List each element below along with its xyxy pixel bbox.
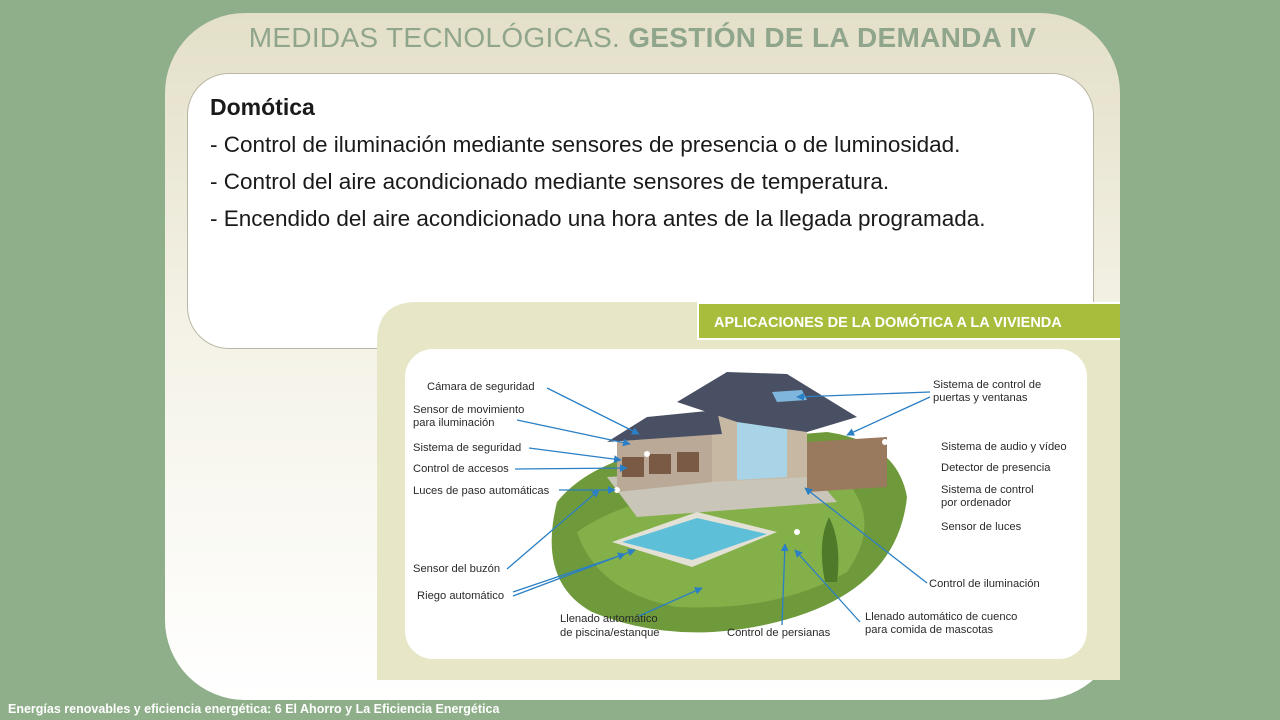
label-camara: Cámara de seguridad xyxy=(427,381,535,393)
label-sensor-buzon: Sensor del buzón xyxy=(413,563,501,575)
bullet-3: - Encendido del aire acondicionado una hora antes de la llegada programada. xyxy=(210,206,986,231)
label-sist-puertas-2: puertas y ventanas xyxy=(933,392,1028,404)
label-llenado-cuenco-1: Llenado automático de cuenco xyxy=(865,611,1018,623)
domotica-illustration xyxy=(377,292,1120,680)
figure-title: APLICACIONES DE LA DOMÓTICA A LA VIVIENDA xyxy=(714,315,1062,331)
label-llenado-piscina-2: de piscina/estanque xyxy=(560,627,660,639)
title-normal: MEDIDAS TECNOLÓGICAS. xyxy=(248,22,629,53)
label-sist-puertas-1: Sistema de control de xyxy=(933,379,1042,391)
title-bold: GESTIÓN DE LA DEMANDA IV xyxy=(628,22,1037,53)
bullet-1: - Control de iluminación mediante sensores de presencia o de luminosidad. xyxy=(210,132,961,157)
label-llenado-piscina-1: Llenado automático xyxy=(560,613,658,625)
label-sensor-luces: Sensor de luces xyxy=(941,521,1022,533)
label-audio-video: Sistema de audio y vídeo xyxy=(941,441,1067,453)
domotica-figure xyxy=(377,292,1120,680)
label-sist-ord-2: por ordenador xyxy=(941,497,1012,509)
slide-title xyxy=(165,22,1120,54)
label-luces-paso: Luces de paso automáticas xyxy=(413,485,550,497)
label-control-persianas: Control de persianas xyxy=(727,627,831,639)
label-riego: Riego automático xyxy=(417,590,505,602)
section-heading: Domótica xyxy=(210,94,315,120)
footer-text: Energías renovables y eficiencia energética: 6 El Ahorro y La Eficiencia Energética xyxy=(8,702,500,716)
label-sist-seg: Sistema de seguridad xyxy=(413,442,522,454)
label-sensor-mov-1: Sensor de movimiento xyxy=(413,404,525,416)
label-detector: Detector de presencia xyxy=(941,462,1051,474)
label-sensor-mov-2: para iluminación xyxy=(413,417,495,429)
bullet-2: - Control del aire acondicionado mediante sensores de temperatura. xyxy=(210,169,890,194)
label-control-acc: Control de accesos xyxy=(413,463,509,475)
label-sist-ord-1: Sistema de control xyxy=(941,484,1034,496)
label-control-ilum: Control de iluminación xyxy=(929,578,1040,590)
label-llenado-cuenco-2: para comida de mascotas xyxy=(865,624,994,636)
